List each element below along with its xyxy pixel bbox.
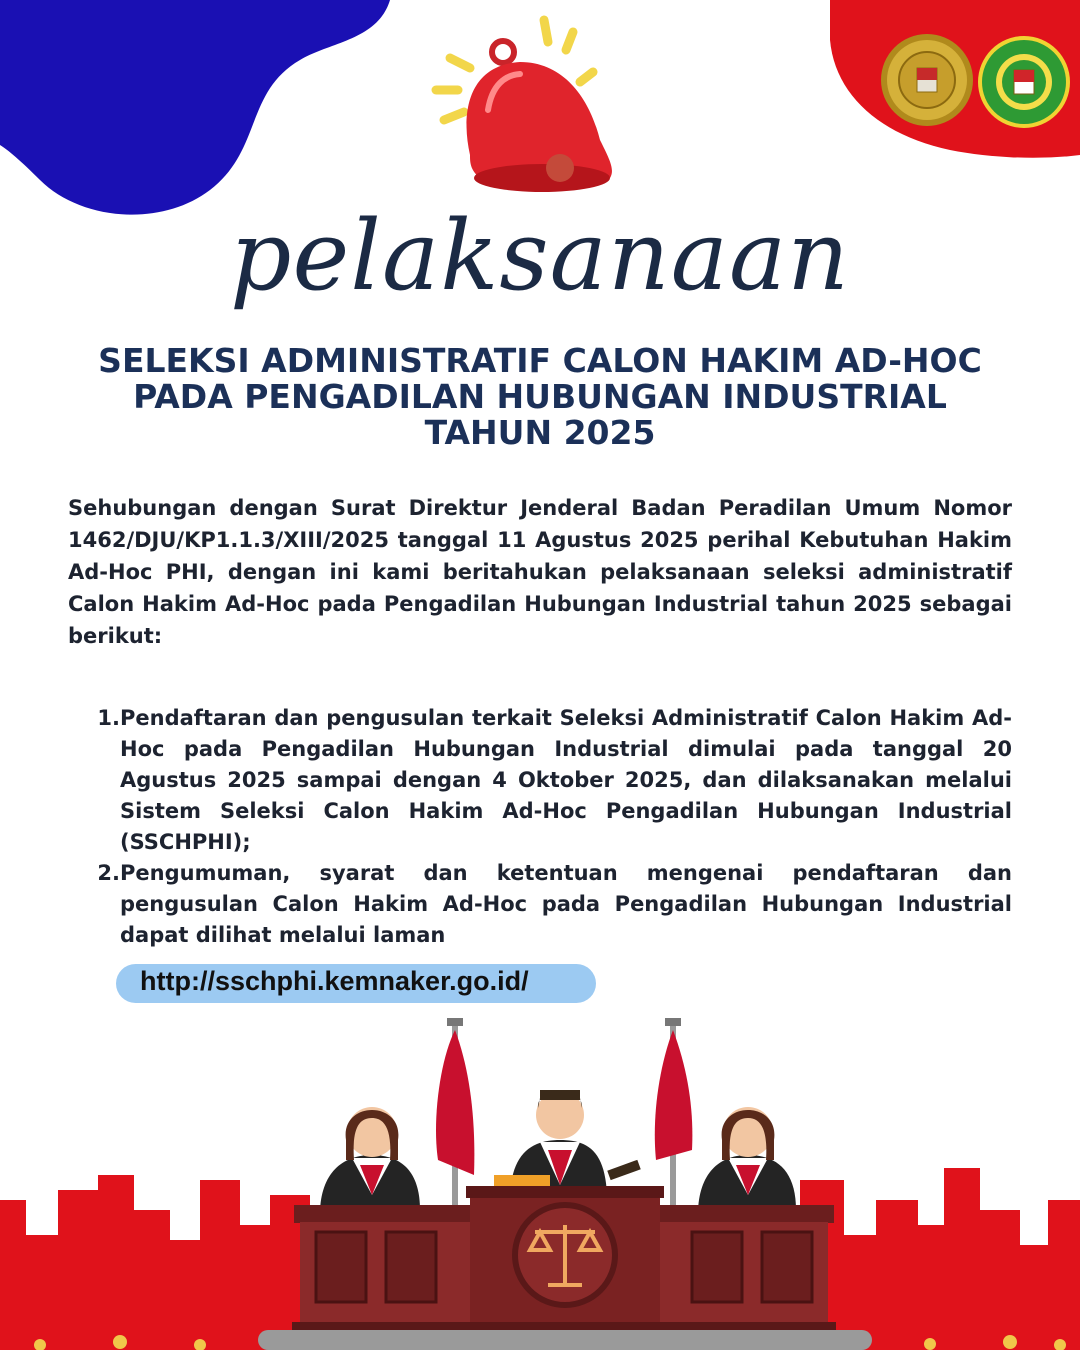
page-title — [0, 343, 1080, 451]
list-text: Pendaftaran dan pengusulan terkait Seleksi Administratif Calon Hakim Ad-Hoc pada Pengadilan Hubungan Industrial dimulai pada tanggal 20 Agustus 2025 sampai dengan 4 Oktober 2025, dan dilaksanakan melalui Sistem Seleksi Calon Hakim Ad-Hoc Pengadilan Hubungan Industrial (SSCHPHI); — [120, 706, 1012, 854]
intro-paragraph: Sehubungan dengan Surat Direktur Jenderal Badan Peradilan Umum Nomor 1462/DJU/KP1.1.3/XIII/2025 tanggal 11 Agustus 2025 perihal Kebutuhan Hakim Ad-Hoc PHI, dengan ini kami beritahukan pelaksanaan seleksi administratif Calon Hakim Ad-Hoc pada Pengadilan Hubungan Industrial tahun 2025 sebagai berikut: — [68, 496, 1012, 648]
judge-center — [494, 1090, 641, 1195]
title-line: TAHUN 2025 — [424, 413, 656, 452]
numbered-list — [92, 703, 1012, 951]
title-line: SELEKSI ADMINISTRATIF CALON HAKIM AD-HOC — [98, 341, 982, 380]
mahkamah-agung-seal-icon — [881, 34, 973, 126]
script-heading: pelaksanaan — [230, 200, 850, 312]
list-item — [92, 858, 1012, 951]
judge-left — [320, 1107, 420, 1210]
flag-right — [655, 1018, 693, 1210]
judge-right — [698, 1107, 796, 1210]
list-number: 2. — [97, 861, 120, 885]
registration-url-link[interactable]: http://sschphi.kemnaker.go.id/ — [140, 966, 529, 996]
list-text: Pengumuman, syarat dan ketentuan mengenai pendaftaran dan pengusulan Calon Hakim Ad-Hoc pada Pengadilan Hubungan Industrial dapat dilihat melalui laman — [120, 861, 1012, 947]
list-item — [92, 703, 1012, 858]
pengadilan-negeri-seal-icon — [978, 36, 1070, 128]
title-line: PADA PENGADILAN HUBUNGAN INDUSTRIAL — [133, 377, 947, 416]
flag-left — [436, 1018, 474, 1210]
blue-blob-shape — [0, 0, 390, 215]
court-bench — [258, 1186, 872, 1350]
bell-icon — [436, 20, 612, 192]
list-number: 1. — [97, 706, 120, 730]
